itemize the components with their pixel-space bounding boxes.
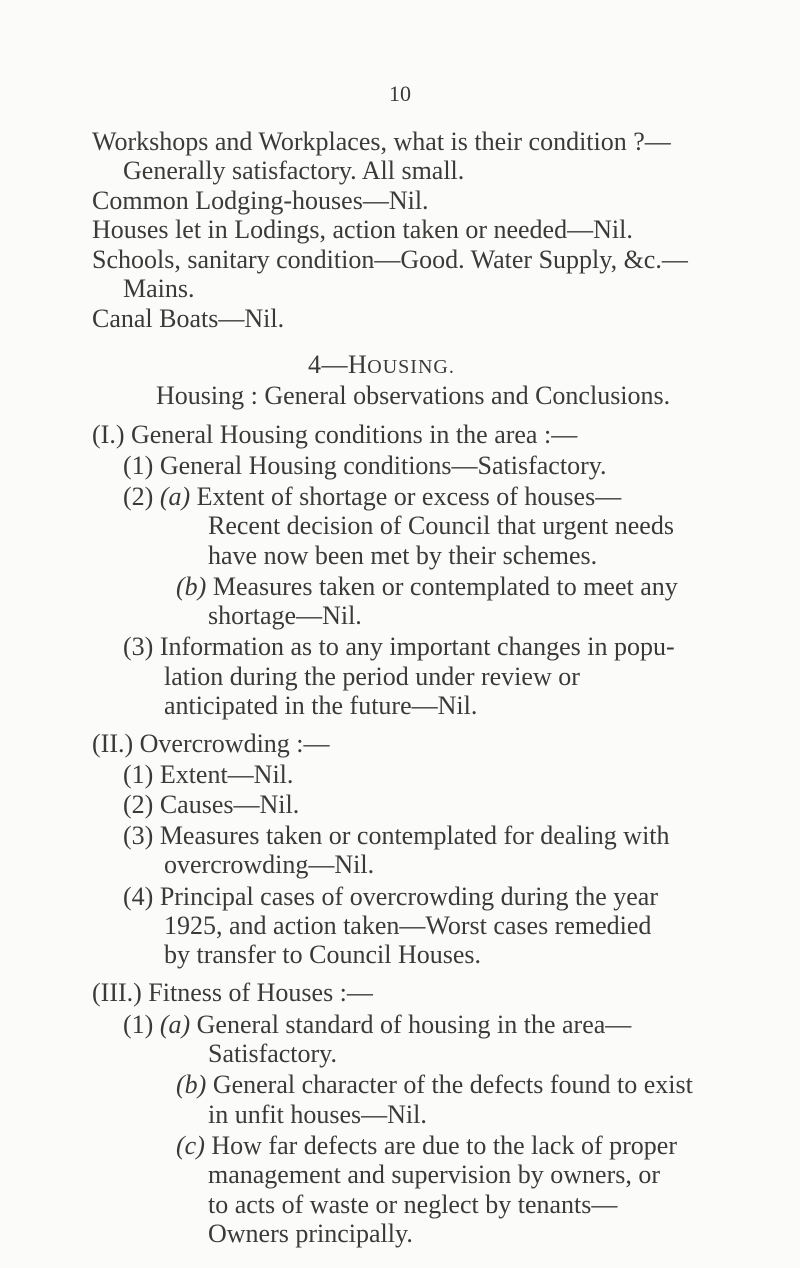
item-number: (2)	[123, 481, 154, 511]
part-ii-item-4-line-2: 1925, and action taken—Worst cases remedied	[164, 911, 652, 940]
section-title-rest: OUSING.	[367, 356, 455, 379]
part-i-heading: (I.) General Housing conditions in the area :—	[92, 419, 578, 449]
part-ii-item-3-line-1: (3) Measures taken or contemplated for dealing with	[123, 821, 670, 850]
part-ii-item-3-line-2: overcrowding—Nil.	[164, 850, 375, 880]
lodging-houses-line: Common Lodging-houses—Nil.	[92, 185, 429, 215]
part-iii-heading: (III.) Fitness of Houses :—	[92, 978, 373, 1008]
schools-line-2: Mains.	[123, 274, 195, 304]
canal-boats-line: Canal Boats—Nil.	[92, 303, 285, 333]
part-iii-item-1c-cont-2: to acts of waste or neglect by tenants—	[208, 1189, 618, 1219]
item-label: (c)	[176, 1130, 205, 1160]
part-ii-item-2: (2) Causes—Nil.	[123, 789, 300, 819]
part-ii-heading: (II.) Overcrowding :—	[92, 729, 330, 759]
part-iii-item-1c-cont-3: Owners principally.	[208, 1219, 413, 1248]
item-label: (b)	[176, 571, 207, 601]
item-label: (a)	[159, 1009, 191, 1039]
part-i-item-3-line-3: anticipated in the future—Nil.	[164, 691, 478, 721]
part-i-item-3-line-2: lation during the period under review or	[164, 661, 580, 691]
workshops-line-1: Workshops and Workplaces, what is their condition ?—	[92, 127, 671, 156]
section-title-initial: H	[348, 350, 368, 380]
part-iii-item-1a	[123, 1007, 631, 1043]
item-text: How far defects are due to the lack of proper	[211, 1130, 677, 1160]
part-i-item-2a-cont-1: Recent decision of Council that urgent needs	[208, 511, 674, 541]
part-ii-item-1: (1) Extent—Nil.	[123, 760, 294, 790]
part-ii-item-4-line-1: (4) Principal cases of overcrowding during the year	[123, 881, 658, 911]
part-iii-item-1a-cont: Satisfactory.	[208, 1039, 337, 1068]
page-number: 10	[389, 81, 411, 106]
schools-line-1: Schools, sanitary condition—Good. Water Supply, &c.—	[92, 244, 688, 274]
section-number: 4—	[308, 350, 348, 380]
item-text: General character of the defects found to exist	[212, 1070, 693, 1100]
section-subtitle: Housing : General observations and Conclusions.	[156, 381, 671, 411]
item-text: Extent of shortage or excess of houses—	[196, 481, 622, 511]
part-i-item-3-line-1: (3) Information as to any important changes in popu-	[123, 632, 675, 662]
workshops-line-2: Generally satisfactory. All small.	[123, 156, 465, 186]
part-i-item-2b-cont: shortage—Nil.	[208, 601, 362, 631]
part-i-item-2a-cont-2: have now been met by their schemes.	[208, 540, 598, 570]
item-text: Measures taken or contemplated to meet any	[212, 571, 678, 601]
item-text: General standard of housing in the area—	[196, 1009, 632, 1039]
item-label: (b)	[176, 1070, 207, 1100]
houses-let-line: Houses let in Lodings, action taken or needed—Nil.	[92, 215, 633, 245]
item-number: (1)	[123, 1009, 154, 1039]
item-label: (a)	[159, 481, 191, 511]
part-i-item-1: (1) General Housing conditions—Satisfactory.	[123, 450, 607, 480]
part-ii-item-4-line-3: by transfer to Council Houses.	[164, 940, 482, 970]
part-iii-item-1c-cont-1: management and supervision by owners, or	[208, 1160, 661, 1190]
part-iii-item-1b-cont: in unfit houses—Nil.	[208, 1099, 427, 1129]
